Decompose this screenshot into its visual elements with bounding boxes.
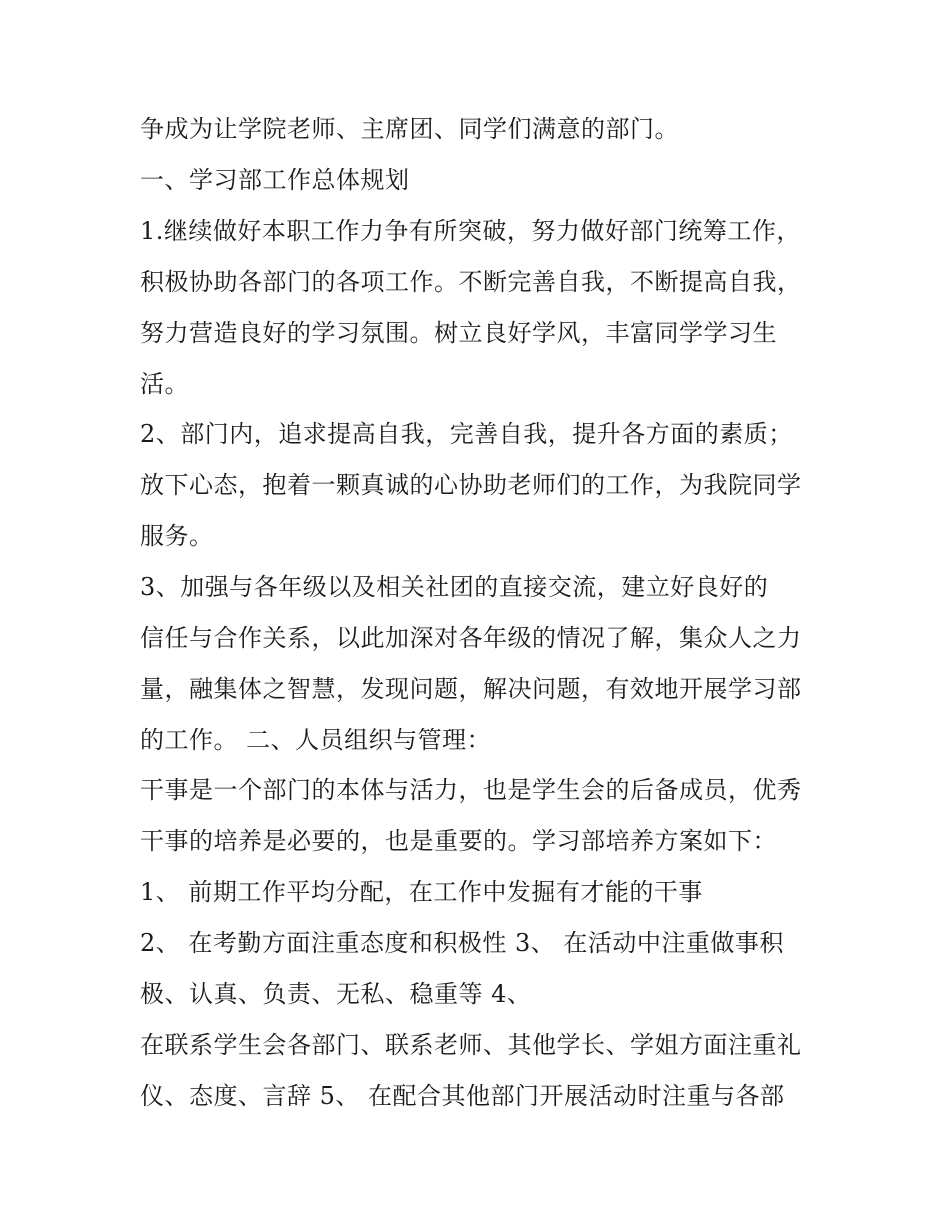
text-line-5: 努力营造良好的学习氛围。树立良好学风，丰富同学学习生 bbox=[140, 319, 777, 347]
text-line-19: 在联系学生会各部门、联系老师、其他学长、学姐方面注重礼 bbox=[140, 1031, 802, 1059]
text-line-4: 积极协助各部门的各项工作。不断完善自我，不断提高自我， bbox=[140, 268, 802, 296]
text-line-18: 极、认真、负责、无私、稳重等 4、 bbox=[140, 980, 532, 1008]
list-item-2: 2、 在考勤方面注重态度和积极性 3、 在活动中注重做事积 bbox=[140, 929, 784, 957]
text-line-20: 仪、态度、言辞 5、 在配合其他部门开展活动时注重与各部 bbox=[140, 1082, 785, 1110]
text-line-12: 量，融集体之智慧，发现问题，解决问题，有效地开展学习部 bbox=[140, 675, 802, 703]
text-line-7: 2、部门内，追求提高自我，完善自我，提升各方面的素质； bbox=[140, 420, 793, 448]
text-line-1: 争成为让学院老师、主席团、同学们满意的部门。 bbox=[140, 115, 679, 143]
text-line-8: 放下心态，抱着一颗真诚的心协助老师们的工作，为我院同学 bbox=[140, 471, 802, 499]
list-item-1: 1、 前期工作平均分配，在工作中发掘有才能的干事 bbox=[140, 878, 703, 906]
text-line-9: 服务。 bbox=[140, 522, 214, 550]
text-line-15: 干事的培养是必要的，也是重要的。学习部培养方案如下： bbox=[140, 827, 777, 855]
text-line-11: 信任与合作关系，以此加深对各年级的情况了解，集众人之力 bbox=[140, 624, 802, 652]
text-line-14: 干事是一个部门的本体与活力，也是学生会的后备成员，优秀 bbox=[140, 776, 802, 804]
section-heading-planning: 一、学习部工作总体规划 bbox=[140, 166, 410, 194]
text-line-10: 3、加强与各年级以及相关社团的直接交流，建立好良好的 bbox=[140, 573, 769, 601]
text-line-3: 1.继续做好本职工作力争有所突破，努力做好部门统筹工作， bbox=[140, 217, 801, 245]
text-line-6: 活。 bbox=[140, 370, 189, 398]
text-line-13: 的工作。 二、人员组织与管理： bbox=[140, 726, 492, 754]
